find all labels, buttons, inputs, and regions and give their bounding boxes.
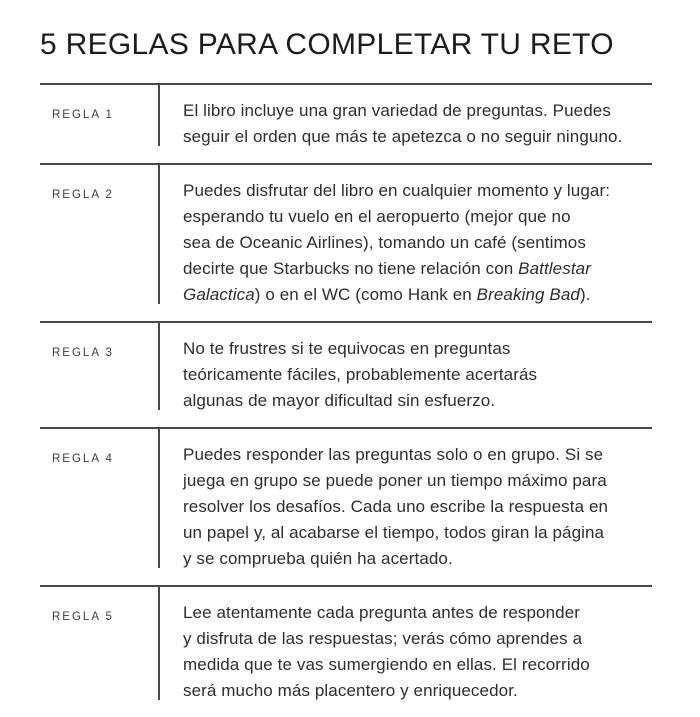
text-run: y disfruta de las respuestas; verás cómo aprendes a [183, 629, 583, 648]
text-line [183, 336, 537, 362]
rule-text [158, 178, 610, 308]
column-divider-line [158, 587, 160, 700]
text-run: No te frustres si te equivocas en preguntas [183, 339, 511, 358]
text-line [183, 600, 590, 626]
text-run: algunas de mayor dificultad sin esfuerzo. [183, 391, 496, 410]
text-line [183, 178, 610, 204]
rule-label: REGLA 5 [52, 611, 114, 623]
rule-label-cell [40, 442, 158, 572]
italic-text-run: Breaking Bad [476, 285, 580, 304]
text-run: y se comprueba quién ha acertado. [183, 549, 453, 568]
table-row [40, 585, 652, 717]
column-divider-line [158, 323, 160, 410]
text-run: decirte que Starbucks no tiene relación con [183, 259, 519, 278]
italic-text-run: Battlestar [518, 259, 591, 278]
text-line [183, 388, 537, 414]
italic-text-run: Galactica [183, 285, 255, 304]
rule-label: REGLA 4 [52, 453, 114, 465]
text-line [183, 546, 608, 572]
text-line [183, 442, 608, 468]
rule-text [158, 600, 590, 704]
text-line [183, 230, 610, 256]
rule-label: REGLA 1 [52, 109, 114, 121]
text-run: ) o en el WC (como Hank en [254, 285, 477, 304]
column-divider-line [158, 165, 160, 304]
text-run: Lee atentamente cada pregunta antes de responder [183, 603, 581, 622]
table-row [40, 163, 652, 321]
rule-text [158, 336, 537, 414]
rule-label-cell [40, 98, 158, 150]
text-run: Puedes disfrutar del libro en cualquier momento y lugar: [183, 181, 611, 200]
text-run: un papel y, al acabarse el tiempo, todos giran la página [183, 523, 605, 542]
rule-text [158, 98, 622, 150]
text-run: Puedes responder las preguntas solo o en grupo. Si se [183, 445, 604, 464]
text-line [183, 626, 590, 652]
rules-table [40, 83, 652, 717]
table-row [40, 321, 652, 427]
rule-label: REGLA 2 [52, 189, 114, 201]
text-run: El libro incluye una gran variedad de preguntas. Puedes [183, 101, 611, 120]
text-line [183, 98, 622, 124]
text-line [183, 282, 610, 308]
text-line [183, 468, 608, 494]
column-divider-line [158, 85, 160, 146]
rule-label-cell [40, 178, 158, 308]
text-line [183, 494, 608, 520]
rule-label-cell [40, 600, 158, 704]
text-line [183, 124, 622, 150]
text-line [183, 256, 610, 282]
text-run: resolver los desafíos. Cada uno escribe la respuesta en [183, 497, 609, 516]
text-line [183, 362, 537, 388]
rule-label: REGLA 3 [52, 347, 114, 359]
text-line [183, 520, 608, 546]
column-divider-line [158, 429, 160, 568]
text-run: esperando tu vuelo en el aeropuerto (mejor que no [183, 207, 571, 226]
text-run: medida que te vas sumergiendo en ellas. El recorrido [183, 655, 590, 674]
text-run: sea de Oceanic Airlines), tomando un café (sentimos [183, 233, 586, 252]
table-row [40, 427, 652, 585]
text-run: será mucho más placentero y enriquecedor. [183, 681, 518, 700]
rule-text [158, 442, 608, 572]
page-title: 5 REGLAS PARA COMPLETAR TU RETO [40, 28, 614, 61]
text-run: ). [579, 285, 591, 304]
text-run: seguir el orden que más te apetezca o no seguir ninguno. [183, 127, 623, 146]
rule-label-cell [40, 336, 158, 414]
text-line [183, 652, 590, 678]
table-row [40, 83, 652, 163]
text-line [183, 204, 610, 230]
text-line [183, 678, 590, 704]
text-run: juega en grupo se puede poner un tiempo máximo para [183, 471, 607, 490]
text-run: teóricamente fáciles, probablemente acertarás [183, 365, 538, 384]
